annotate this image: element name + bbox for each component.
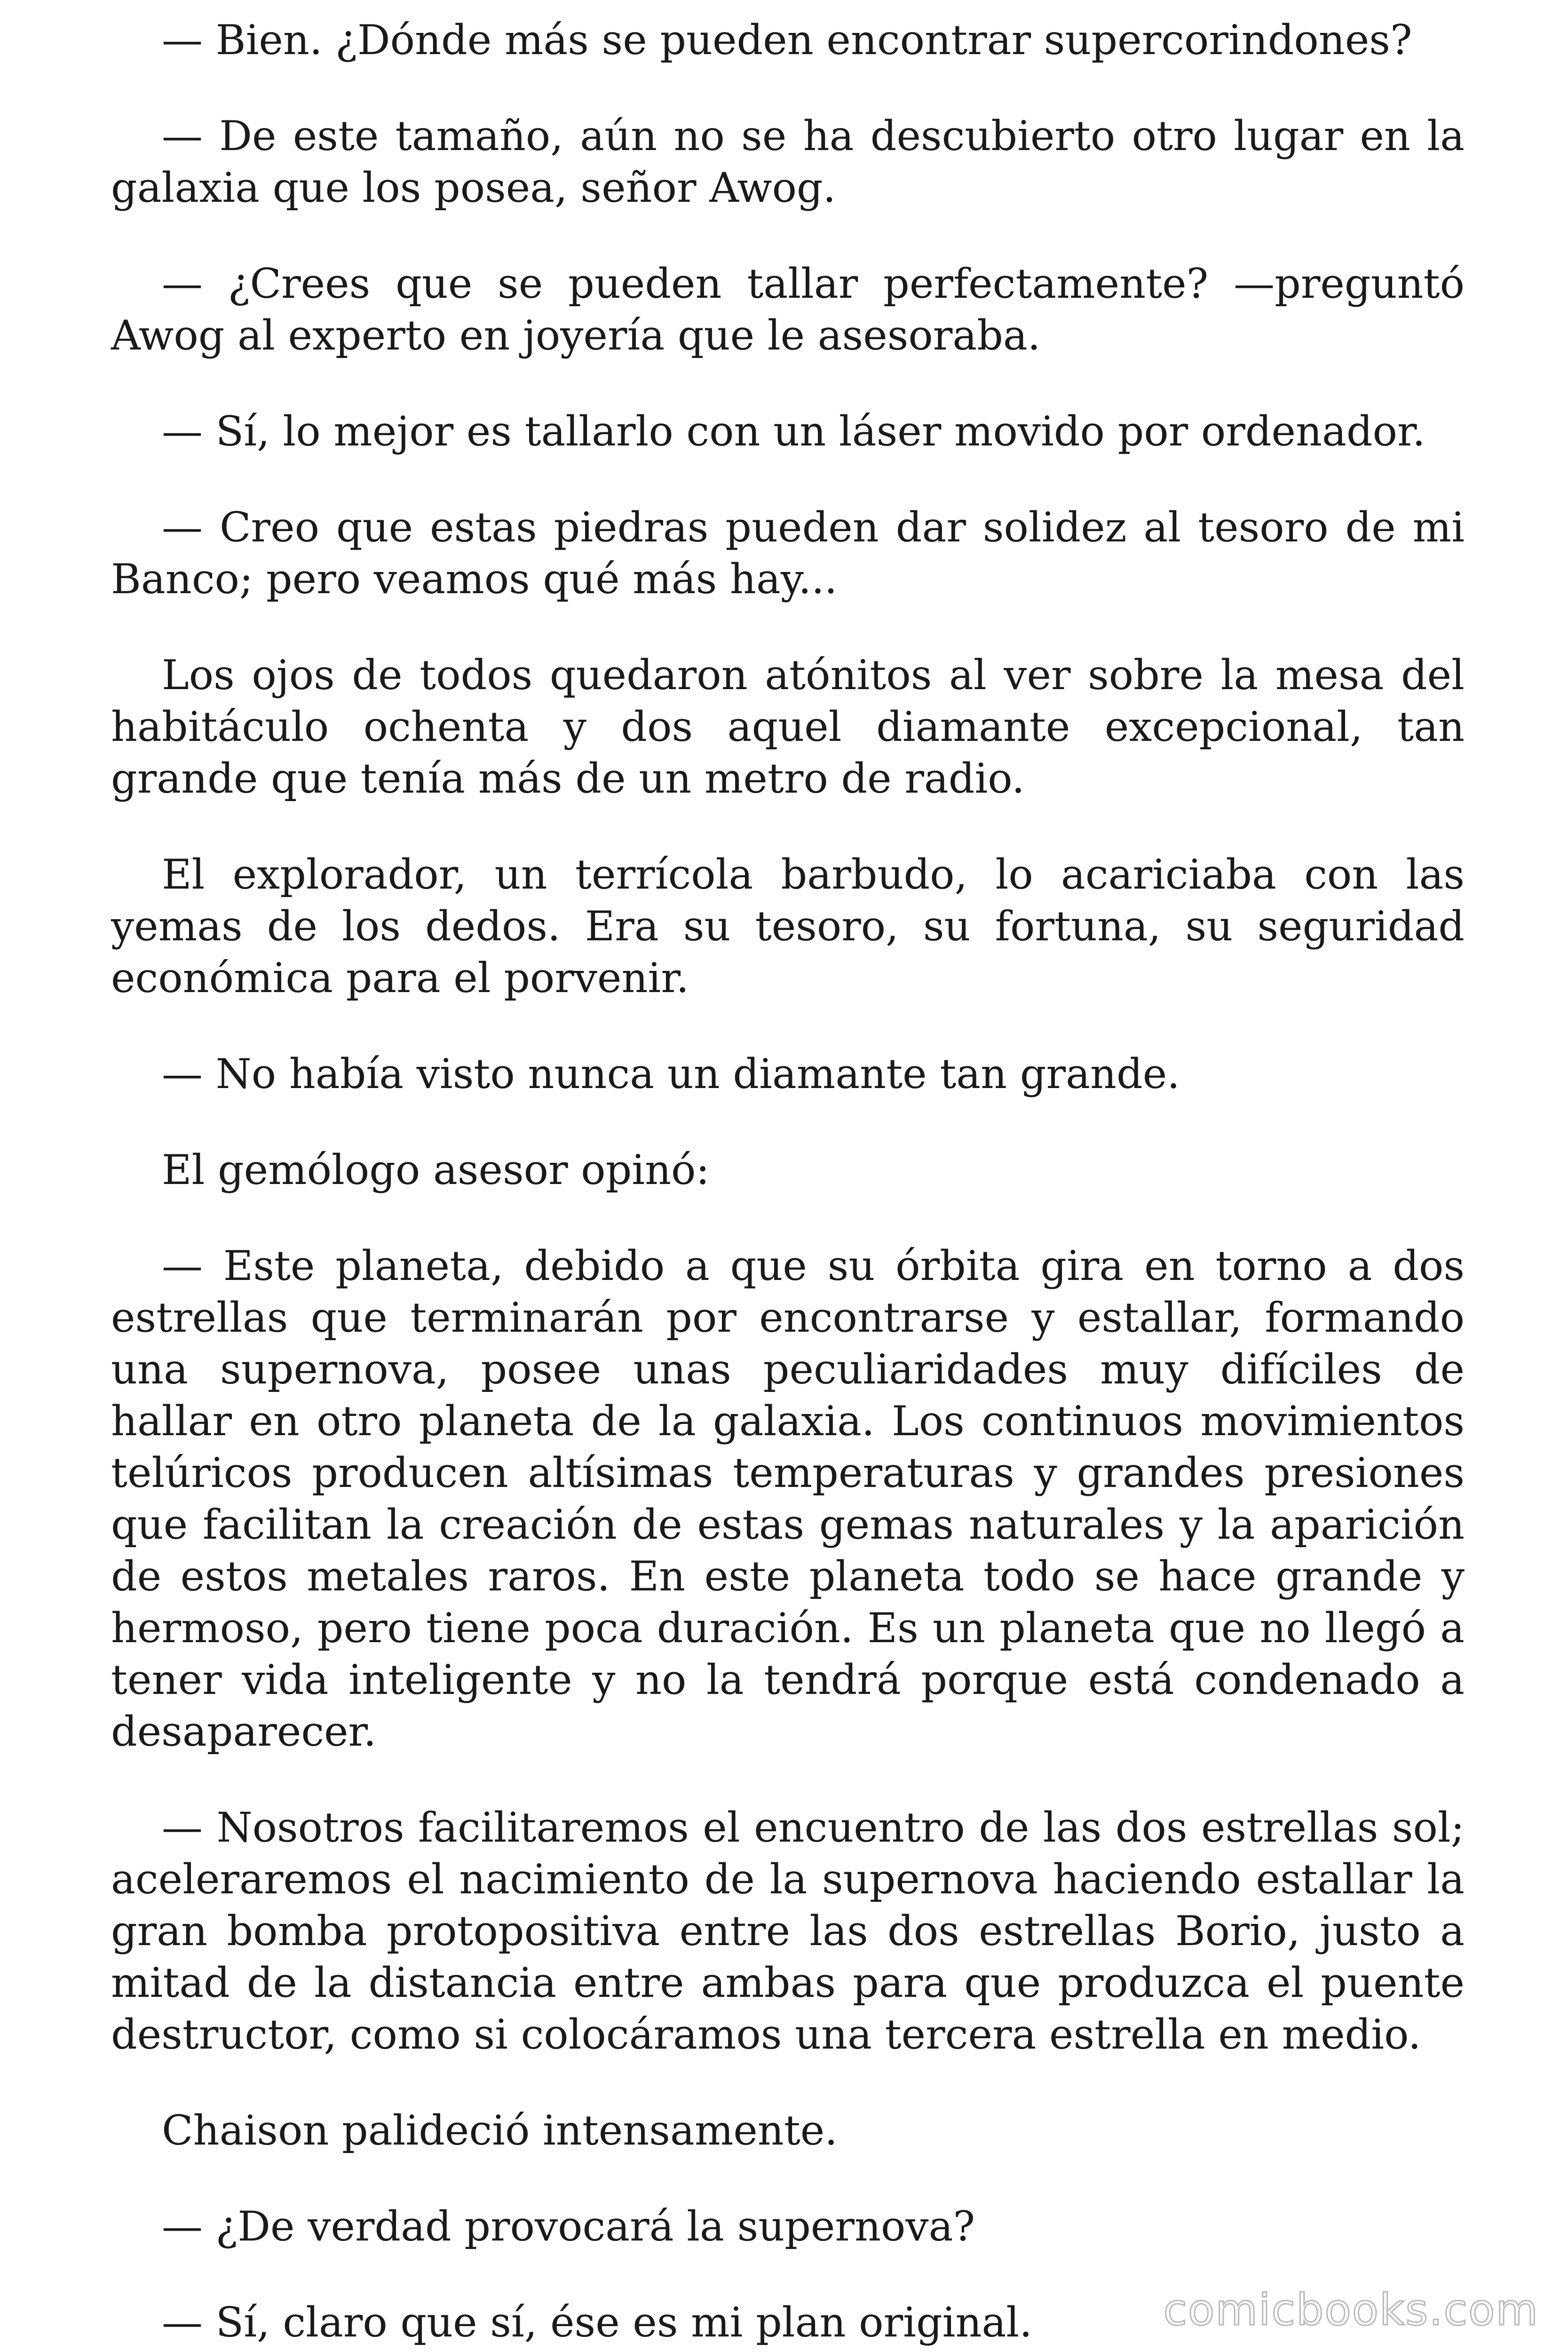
paragraph: — ¿Crees que se pueden tallar perfectamente? —preguntó Awog al experto en joyería que le asesoraba. — [111, 260, 1465, 359]
paragraph: — Sí, lo mejor es tallarlo con un láser movido por ordenador. — [162, 407, 1425, 455]
paragraph: — De este tamaño, aún no se ha descubierto otro lugar en la galaxia que los posea, señor Awog. — [111, 112, 1465, 212]
watermark: comicbooks.com — [1163, 2285, 1539, 2335]
paragraph: — Creo que estas piedras pueden dar solidez al tesoro de mi Banco; pero veamos qué más hay... — [111, 503, 1465, 603]
paragraph: — Sí, claro que sí, ése es mi plan original. — [162, 2298, 1032, 2346]
paragraph: — No había visto nunca un diamante tan grande. — [162, 1050, 1180, 1098]
paragraph: Los ojos de todos quedaron atónitos al ver sobre la mesa del habitáculo ochenta y dos aquel diamante excepcional, tan grande que tenía más de un metro de radio. — [111, 651, 1465, 803]
paragraph: — Bien. ¿Dónde más se pueden encontrar supercorindones? — [162, 16, 1412, 64]
book-page-text — [111, 14, 1465, 2352]
paragraph: — Nosotros facilitaremos el encuentro de las dos estrellas sol; aceleraremos el nacimiento de la supernova haciendo estallar la gran bomba protopositiva entre las dos estrellas Borio, justo a mitad de la distancia entre ambas para que produzca el puente destructor, como si colocáramos una tercera estrella en medio. — [111, 1804, 1465, 2058]
paragraph: El gemólogo asesor opinó: — [162, 1146, 710, 1194]
paragraph: Chaison palideció intensamente. — [162, 2106, 838, 2154]
paragraph: — Este planeta, debido a que su órbita gira en torno a dos estrellas que terminarán por encontrarse y estallar, formando una supernova, posee unas peculiaridades muy difíciles de hallar en otro planeta de la galaxia. Los continuos movimientos telúricos producen altísimas temperaturas y grandes presiones que facilitan la creación de estas gemas naturales y la aparición de estos metales raros. En este planeta todo se hace grande y hermoso, pero tiene poca duración. Es un planeta que no llegó a tener vida inteligente y no la tendrá porque está condenado a desaparecer. — [111, 1242, 1465, 1756]
paragraph: — ¿De verdad provocará la supernova? — [162, 2202, 975, 2250]
paragraph: El explorador, un terrícola barbudo, lo acariciaba con las yemas de los dedos. Era su tesoro, su fortuna, su seguridad económica para el porvenir. — [111, 850, 1465, 1002]
